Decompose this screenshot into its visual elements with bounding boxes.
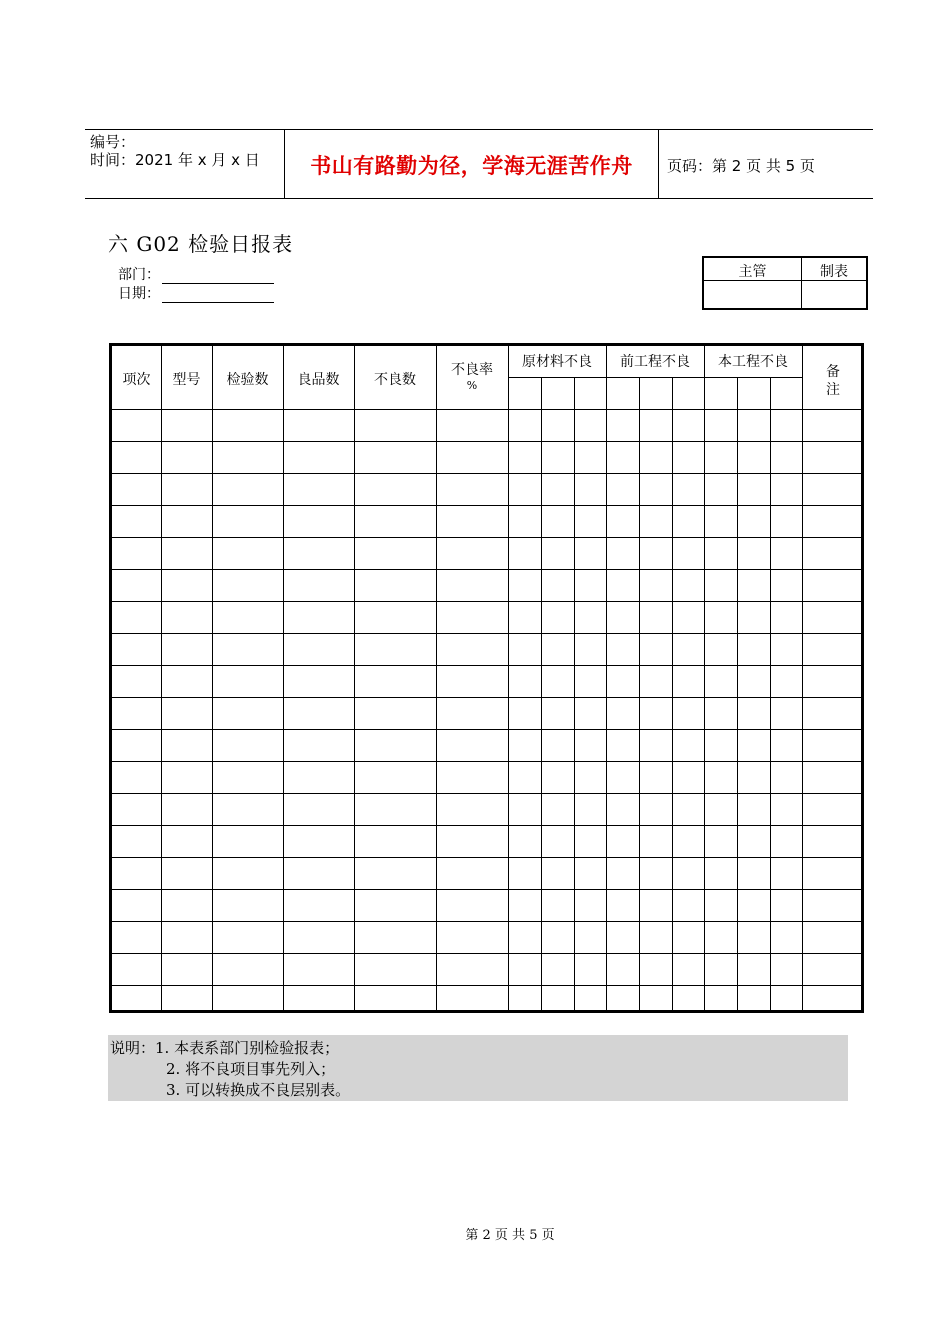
table-row-line	[112, 889, 861, 890]
date-blank[interactable]	[162, 288, 274, 303]
table-subcolumn-line	[541, 377, 542, 1010]
header-this-process-defect: 本工程不良	[718, 354, 788, 370]
header-defect: 不良数	[374, 372, 416, 388]
document-header	[85, 129, 873, 199]
table-row-line	[112, 537, 861, 538]
table-row-line	[112, 985, 861, 986]
table-subcolumn-line	[770, 377, 771, 1010]
motto: 书山有路勤为径，学海无涯苦作舟	[310, 154, 633, 178]
header-meta	[90, 133, 260, 169]
page-info: 页码：第 2 页 共 5 页	[667, 157, 815, 175]
supervisor-label: 主管	[738, 264, 767, 280]
note-line-1: 说明：1. 本表系部门别检验报表；	[110, 1039, 340, 1057]
table-row-line	[112, 825, 861, 826]
header-item: 项次	[122, 372, 151, 388]
table-column-line	[283, 346, 284, 1010]
header-defect-rate-unit: %	[466, 379, 478, 392]
table-row-line	[112, 409, 861, 410]
header-defect-rate-text: 不良率	[451, 362, 493, 378]
header-prev-process-defect: 前工程不良	[620, 354, 690, 370]
table-row-line	[112, 793, 861, 794]
header-remark-char1: 备	[826, 364, 840, 380]
table-row-line	[112, 697, 861, 698]
table-row-line	[112, 505, 861, 506]
table-subcolumn-line	[574, 377, 575, 1010]
form-title: 六 G02 检验日报表	[108, 232, 294, 256]
table-row-line	[112, 921, 861, 922]
table-row-line	[112, 601, 861, 602]
department-label: 部门：	[118, 267, 160, 283]
table-row-line	[112, 633, 861, 634]
notes-panel	[108, 1035, 848, 1101]
table-column-line	[802, 346, 803, 1010]
number-label: 编号：	[90, 133, 136, 151]
table-group-line	[606, 346, 607, 1010]
table-row-line	[112, 665, 861, 666]
header-remark-char2: 注	[826, 382, 840, 398]
note-line-3: 3. 可以转换成不良层别表。	[166, 1081, 351, 1099]
table-column-line	[161, 346, 162, 1010]
table-row-line	[112, 761, 861, 762]
table-row-line	[112, 441, 861, 442]
table-column-line	[436, 346, 437, 1010]
table-subheader-line	[508, 377, 802, 378]
supervisor-signature[interactable]	[704, 281, 801, 308]
preparer-label: 制表	[820, 264, 848, 280]
table-column-line	[212, 346, 213, 1010]
table-group-line	[704, 346, 705, 1010]
header-raw-material-defect: 原材料不良	[522, 354, 592, 370]
table-row-line	[112, 473, 861, 474]
header-inspected: 检验数	[226, 372, 269, 388]
table-row-line	[112, 729, 861, 730]
preparer-signature[interactable]	[802, 281, 866, 308]
header-model: 型号	[172, 372, 201, 388]
inspection-table	[109, 343, 864, 1013]
note-line-2: 2. 将不良项目事先列入；	[166, 1060, 336, 1078]
date-label: 日期：	[118, 286, 160, 302]
table-subcolumn-line	[737, 377, 738, 1010]
table-subcolumn-line	[639, 377, 640, 1010]
header-divider	[658, 130, 659, 198]
header-good: 良品数	[297, 372, 340, 388]
page-footer: 第 2 页 共 5 页	[465, 1228, 555, 1243]
header-defect-rate	[436, 361, 508, 392]
department-field	[118, 264, 274, 284]
department-blank[interactable]	[162, 269, 274, 284]
time-label: 时间：2021 年 x 月 x 日	[90, 151, 260, 169]
table-row-line	[112, 857, 861, 858]
approval-box	[702, 256, 868, 310]
table-column-line	[354, 346, 355, 1010]
table-row-line	[112, 569, 861, 570]
table-column-line	[508, 346, 509, 1010]
header-remark	[802, 363, 864, 399]
date-field	[118, 283, 274, 303]
table-subcolumn-line	[672, 377, 673, 1010]
table-row-line	[112, 953, 861, 954]
